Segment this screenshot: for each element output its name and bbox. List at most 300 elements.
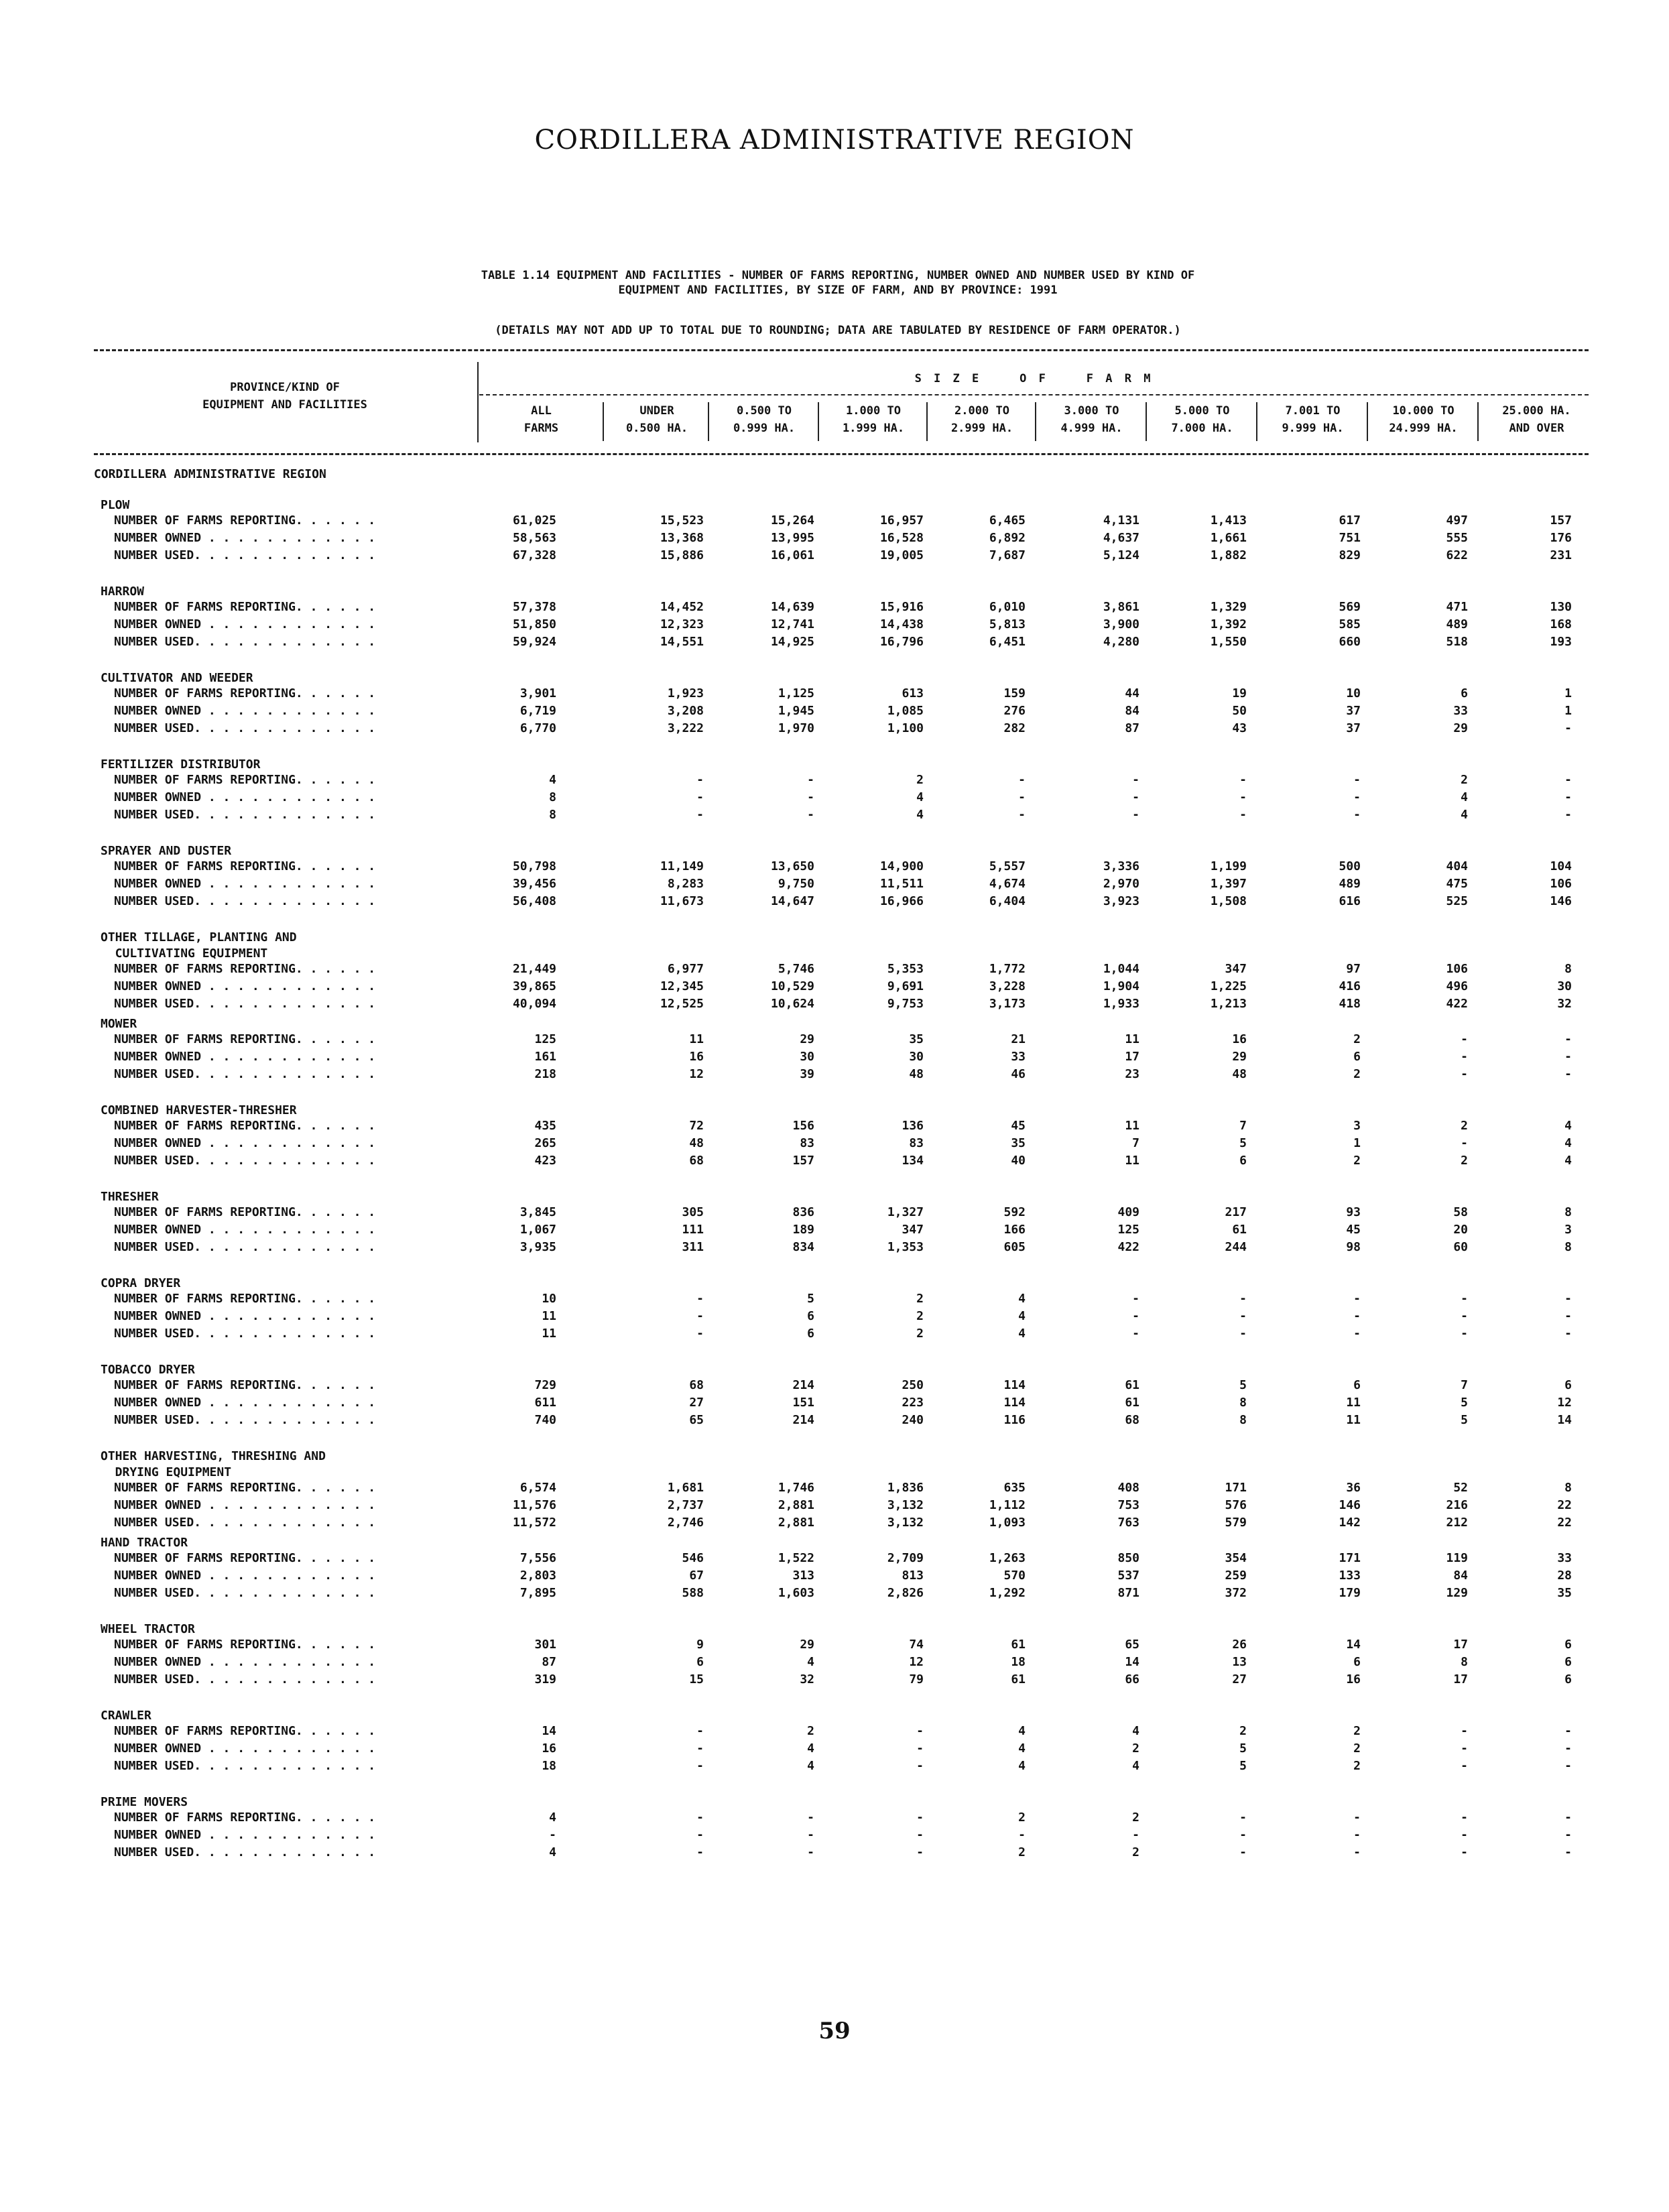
table-cell: - [1239,1810,1247,1825]
table-cell: 4 [1018,1724,1026,1738]
table-cell: 37 [1346,704,1361,718]
table-cell: 3,222 [667,721,704,735]
table-cell: 2 [1353,1154,1361,1168]
table-row [0,978,1669,995]
table-cell: 313 [792,1569,814,1583]
row-label: NUMBER OF FARMS REPORTING. . . . . . [114,600,376,614]
table-cell: 44 [1125,686,1139,700]
table-cell: 106 [1550,877,1572,891]
table-cell: 423 [534,1154,556,1168]
table-cell: 130 [1550,600,1572,614]
table-cell: - [549,1828,556,1842]
table-cell: 4,131 [1103,513,1139,528]
table-cell: 136 [902,1119,924,1133]
table-cell: 11 [1346,1396,1361,1410]
table-cell: 6 [1564,1672,1572,1686]
column-header [1371,402,1476,437]
table-cell: 6,770 [519,721,556,735]
region-label: CORDILLERA ADMINISTRATIVE REGION [94,467,326,481]
table-cell: 33 [1011,1050,1026,1064]
table-cell: 1,327 [887,1205,924,1219]
table-cell: 4 [1132,1759,1139,1773]
table-cell: 84 [1453,1569,1468,1583]
table-cell: 11 [1346,1413,1361,1427]
table-cell: 50 [1232,704,1247,718]
column-header [930,402,1034,437]
table-cell: 850 [1117,1551,1139,1565]
equipment-name: PLOW [101,498,130,512]
row-label: NUMBER OF FARMS REPORTING. . . . . . [114,1551,376,1565]
table-cell: 3,132 [887,1498,924,1512]
table-cell: - [696,1327,704,1341]
row-label: NUMBER USED. . . . . . . . . . . . . [114,1240,376,1254]
column-header-line-1: 2.000 TO [954,404,1009,418]
table-cell: 8 [1239,1413,1247,1427]
table-row [0,1204,1669,1221]
table-cell: 4 [1018,1309,1026,1323]
caption-line-2: EQUIPMENT AND FACILITIES, BY SIZE OF FARM, AND BY PROVINCE: 1991 [618,284,1058,297]
table-cell: - [696,1309,704,1323]
equipment-group [0,1794,1669,1881]
table-cell: 244 [1225,1240,1247,1254]
equipment-group [0,930,1669,1016]
table-cell: 660 [1339,635,1361,649]
table-cell: 489 [1339,877,1361,891]
table-cell: 83 [909,1136,924,1150]
equipment-group [0,584,1669,670]
table-cell: 592 [1003,1205,1026,1219]
table-cell: 216 [1446,1498,1468,1512]
table-cell: 20 [1453,1223,1468,1237]
table-cell: 3,901 [519,686,556,700]
table-cell: 2,709 [887,1551,924,1565]
table-cell: 50,798 [512,859,556,873]
table-cell: 72 [689,1119,704,1133]
equipment-group [0,1708,1669,1794]
table-cell: - [1239,790,1247,804]
table-cell: 282 [1003,721,1026,735]
table-cell: 218 [534,1067,556,1081]
table-cell: 763 [1117,1516,1139,1530]
table-cell: 129 [1446,1586,1468,1600]
table-cell: 12 [909,1655,924,1669]
column-header-line-1: UNDER [639,404,674,418]
table-cell: 1 [1353,1136,1361,1150]
table-cell: 2 [916,1309,924,1323]
table-cell: - [696,1292,704,1306]
table-cell: - [1132,1309,1139,1323]
table-cell: 305 [682,1205,704,1219]
table-cell: 37 [1346,721,1361,735]
table-cell: 8 [1564,962,1572,976]
table-cell: 57,378 [512,600,556,614]
table-cell: - [1564,773,1572,787]
table-cell: 5,813 [989,617,1026,631]
table-cell: 1,681 [667,1481,704,1495]
column-header-line-2: 9.999 HA. [1282,422,1344,435]
table-cell: 9,691 [887,979,924,993]
table-cell: 1 [1564,686,1572,700]
table-row [0,961,1669,978]
row-label: NUMBER OF FARMS REPORTING. . . . . . [114,1481,376,1495]
table-cell: 9,750 [778,877,814,891]
table-cell: 48 [1232,1067,1247,1081]
equipment-group [0,670,1669,757]
equipment-name: COMBINED HARVESTER-THRESHER [101,1103,297,1117]
row-label: NUMBER OWNED . . . . . . . . . . . . [114,1498,376,1512]
table-row [0,1394,1669,1412]
table-cell: 347 [1225,962,1247,976]
stub-divider [477,362,479,442]
table-cell: 1,772 [989,962,1026,976]
table-cell: 6,574 [519,1481,556,1495]
table-cell: - [1461,1136,1468,1150]
table-cell: 555 [1446,531,1468,545]
table-cell: 829 [1339,548,1361,562]
table-cell: 4 [1018,1292,1026,1306]
table-cell: 27 [689,1396,704,1410]
table-cell: 48 [909,1067,924,1081]
table-row [0,702,1669,720]
page-number: 59 [818,2018,851,2044]
row-label: NUMBER USED. . . . . . . . . . . . . [114,1845,376,1859]
row-label: NUMBER USED. . . . . . . . . . . . . [114,1327,376,1341]
table-cell: 125 [534,1032,556,1046]
table-cell: - [1018,773,1026,787]
table-cell: 5,353 [887,962,924,976]
table-cell: 43 [1232,721,1247,735]
table-row [0,1740,1669,1758]
table-row [0,1117,1669,1135]
table-cell: 30 [909,1050,924,1064]
table-row [0,1671,1669,1688]
table-cell: 2 [1353,1067,1361,1081]
column-header-line-2: 7.000 HA. [1171,422,1233,435]
table-cell: - [916,1741,924,1756]
table-cell: 319 [534,1672,556,1686]
table-cell: 4 [549,1845,556,1859]
table-cell: 1,970 [778,721,814,735]
row-label: NUMBER USED. . . . . . . . . . . . . [114,1586,376,1600]
row-label: NUMBER OWNED . . . . . . . . . . . . [114,979,376,993]
table-cell: 52 [1453,1481,1468,1495]
table-cell: 9,753 [887,997,924,1011]
table-row [0,1325,1669,1343]
table-cell: 7 [1132,1136,1139,1150]
table-cell: 10 [1346,686,1361,700]
table-cell: 223 [902,1396,924,1410]
table-cell: 17 [1453,1672,1468,1686]
table-cell: 5,124 [1103,548,1139,562]
table-row [0,1479,1669,1497]
table-cell: 157 [792,1154,814,1168]
table-cell: 1,093 [989,1516,1026,1530]
table-cell: 1,225 [1210,979,1247,993]
table-cell: 66 [1125,1672,1139,1686]
table-cell: 751 [1339,531,1361,545]
table-cell: 11,576 [512,1498,556,1512]
table-cell: 6 [1564,1655,1572,1669]
table-cell: 611 [534,1396,556,1410]
table-cell: - [916,1759,924,1773]
table-cell: 125 [1117,1223,1139,1237]
table-cell: - [1239,1327,1247,1341]
table-cell: 119 [1446,1551,1468,1565]
column-divider [1146,402,1147,441]
table-cell: 18 [1011,1655,1026,1669]
row-label: NUMBER USED. . . . . . . . . . . . . [114,1516,376,1530]
table-cell: 1,661 [1210,531,1247,545]
equipment-name: COPRA DRYER [101,1276,181,1290]
equipment-group [0,1362,1669,1449]
table-cell: 133 [1339,1569,1361,1583]
table-cell: 13,368 [660,531,704,545]
table-cell: 68 [1125,1413,1139,1427]
table-cell: - [916,1845,924,1859]
table-cell: 67 [689,1569,704,1583]
table-cell: 6,719 [519,704,556,718]
table-cell: 8 [1564,1205,1572,1219]
table-cell: 1,836 [887,1481,924,1495]
column-divider [708,402,709,441]
table-cell: - [1564,1292,1572,1306]
table-cell: - [1461,1759,1468,1773]
table-cell: 471 [1446,600,1468,614]
table-cell: 4 [807,1655,814,1669]
table-cell: 250 [902,1378,924,1392]
size-header-rule [479,394,1589,395]
table-cell: 12 [689,1067,704,1081]
table-cell: - [696,1759,704,1773]
table-cell: 15,916 [879,600,924,614]
table-cell: 2 [1132,1741,1139,1756]
table-cell: 740 [534,1413,556,1427]
table-cell: 168 [1550,617,1572,631]
table-cell: - [1564,1828,1572,1842]
table-cell: 8 [1239,1396,1247,1410]
row-label: NUMBER OWNED . . . . . . . . . . . . [114,1741,376,1756]
equipment-name: OTHER TILLAGE, PLANTING AND CULTIVATING EQUIPMENT [101,930,297,961]
table-cell: 5 [1239,1759,1247,1773]
table-cell: 35 [909,1032,924,1046]
table-cell: 1,603 [778,1586,814,1600]
table-row [0,599,1669,616]
table-cell: 616 [1339,894,1361,908]
table-cell: - [1239,773,1247,787]
table-cell: - [696,1845,704,1859]
table-cell: 9 [696,1638,704,1652]
table-cell: - [1353,1828,1361,1842]
table-cell: 59,924 [512,635,556,649]
row-label: NUMBER OF FARMS REPORTING. . . . . . [114,1292,376,1306]
row-label: NUMBER OWNED . . . . . . . . . . . . [114,1396,376,1410]
table-cell: 35 [1011,1136,1026,1150]
table-cell: 6,465 [989,513,1026,528]
table-cell: 12,323 [660,617,704,631]
table-cell: 83 [800,1136,814,1150]
table-cell: 56,408 [512,894,556,908]
row-label: NUMBER OWNED . . . . . . . . . . . . [114,704,376,718]
table-cell: - [1353,808,1361,822]
table-cell: - [1018,1828,1026,1842]
table-cell: - [916,1810,924,1825]
table-cell: 3,173 [989,997,1026,1011]
table-cell: 836 [792,1205,814,1219]
table-cell: 7,687 [989,548,1026,562]
table-cell: 4 [807,1759,814,1773]
column-header-line-2: 2.999 HA. [950,422,1013,435]
table-row [0,1827,1669,1844]
stub-header [94,379,476,414]
table-cell: 2,737 [667,1498,704,1512]
table-cell: 5,557 [989,859,1026,873]
table-cell: 518 [1446,635,1468,649]
column-header-line-1: 25.000 HA. [1502,404,1571,418]
table-cell: 29 [1232,1050,1247,1064]
table-cell: - [1461,1309,1468,1323]
table-cell: 4 [1461,790,1468,804]
equipment-group [0,1449,1669,1535]
table-cell: - [1353,773,1361,787]
table-cell: 1,933 [1103,997,1139,1011]
table-row [0,893,1669,910]
table-cell: 14 [542,1724,556,1738]
table-cell: 1,522 [778,1551,814,1565]
table-cell: 166 [1003,1223,1026,1237]
column-divider [926,402,928,441]
table-cell: 21,449 [512,962,556,976]
table-cell: 1,882 [1210,548,1247,562]
table-row [0,1758,1669,1775]
table-cell: 1,392 [1210,617,1247,631]
table-cell: - [1461,1032,1468,1046]
table-cell: - [1564,1050,1572,1064]
table-row [0,806,1669,824]
table-cell: 570 [1003,1569,1026,1583]
table-cell: 40 [1011,1154,1026,1168]
table-cell: 2 [1132,1845,1139,1859]
table-cell: 35 [1557,1586,1572,1600]
table-cell: 151 [792,1396,814,1410]
table-cell: - [1018,808,1026,822]
table-cell: 214 [792,1378,814,1392]
table-cell: 12,345 [660,979,704,993]
stub-header-line-1: PROVINCE/KIND OF [230,381,340,394]
table-cell: 68 [689,1154,704,1168]
table-cell: 6,451 [989,635,1026,649]
table-cell: 27 [1232,1672,1247,1686]
table-row [0,1723,1669,1740]
table-cell: 496 [1446,979,1468,993]
table-cell: - [1564,1845,1572,1859]
table-cell: 14,639 [770,600,814,614]
table-note: (DETAILS MAY NOT ADD UP TO TOTAL DUE TO ROUNDING; DATA ARE TABULATED BY RESIDENCE OF FARM OPERATOR.) [495,324,1181,337]
column-header [712,402,816,437]
row-label: NUMBER USED. . . . . . . . . . . . . [114,1154,376,1168]
row-label: NUMBER OF FARMS REPORTING. . . . . . [114,962,376,976]
table-cell: - [1564,1810,1572,1825]
row-label: NUMBER USED. . . . . . . . . . . . . [114,997,376,1011]
table-cell: - [1353,1309,1361,1323]
equipment-name: CULTIVATOR AND WEEDER [101,671,253,685]
table-cell: 8 [1564,1240,1572,1254]
table-cell: 19 [1232,686,1247,700]
table-cell: 2 [1018,1845,1026,1859]
table-cell: 404 [1446,859,1468,873]
table-cell: 3 [1564,1223,1572,1237]
table-cell: 13 [1232,1655,1247,1669]
table-cell: 4 [1461,808,1468,822]
table-row [0,1654,1669,1671]
table-cell: 8,283 [667,877,704,891]
table-cell: 22 [1557,1498,1572,1512]
table-cell: 1,329 [1210,600,1247,614]
table-cell: 10 [542,1292,556,1306]
table-row [0,1412,1669,1429]
table-cell: 16,061 [770,548,814,562]
table-cell: 26 [1232,1638,1247,1652]
table-cell: - [1353,1292,1361,1306]
table-cell: 6 [807,1327,814,1341]
table-cell: 15,523 [660,513,704,528]
row-label: NUMBER USED. . . . . . . . . . . . . [114,548,376,562]
column-header-line-2: 24.999 HA. [1389,422,1458,435]
table-cell: 6 [1353,1378,1361,1392]
table-cell: 1,125 [778,686,814,700]
column-header-line-2: 0.999 HA. [733,422,796,435]
page-title: CORDILLERA ADMINISTRATIVE REGION [534,125,1135,156]
table-cell: - [1461,1327,1468,1341]
table-cell: 16 [689,1050,704,1064]
table-cell: 11,149 [660,859,704,873]
table-cell: 14,551 [660,635,704,649]
table-cell: 6 [807,1309,814,1323]
table-cell: 36 [1346,1481,1361,1495]
table-cell: - [1461,1810,1468,1825]
column-header [483,402,600,437]
table-cell: 67,328 [512,548,556,562]
table-cell: 104 [1550,859,1572,873]
table-cell: 5 [1461,1413,1468,1427]
table-cell: 51,850 [512,617,556,631]
table-cell: - [1353,790,1361,804]
column-divider [818,402,819,441]
table-cell: - [1461,1050,1468,1064]
table-cell: 7,895 [519,1586,556,1600]
table-cell: 1,199 [1210,859,1247,873]
table-row [0,1066,1669,1083]
table-cell: 1,413 [1210,513,1247,528]
table-cell: 14,438 [879,617,924,631]
table-row [0,995,1669,1013]
table-cell: 61,025 [512,513,556,528]
stub-header-line-2: EQUIPMENT AND FACILITIES [202,398,367,412]
table-cell: 16 [542,1741,556,1756]
table-cell: 114 [1003,1396,1026,1410]
column-header [1260,402,1365,437]
column-header-line-1: 7.001 TO [1285,404,1341,418]
table-cell: 8 [549,808,556,822]
table-cell: 171 [1225,1481,1247,1495]
table-cell: 142 [1339,1516,1361,1530]
table-cell: 6 [1564,1378,1572,1392]
table-cell: 171 [1339,1551,1361,1565]
table-cell: 16,796 [879,635,924,649]
table-cell: - [1564,1032,1572,1046]
table-cell: 1,746 [778,1481,814,1495]
table-cell: 3,228 [989,979,1026,993]
table-cell: 4 [549,773,556,787]
